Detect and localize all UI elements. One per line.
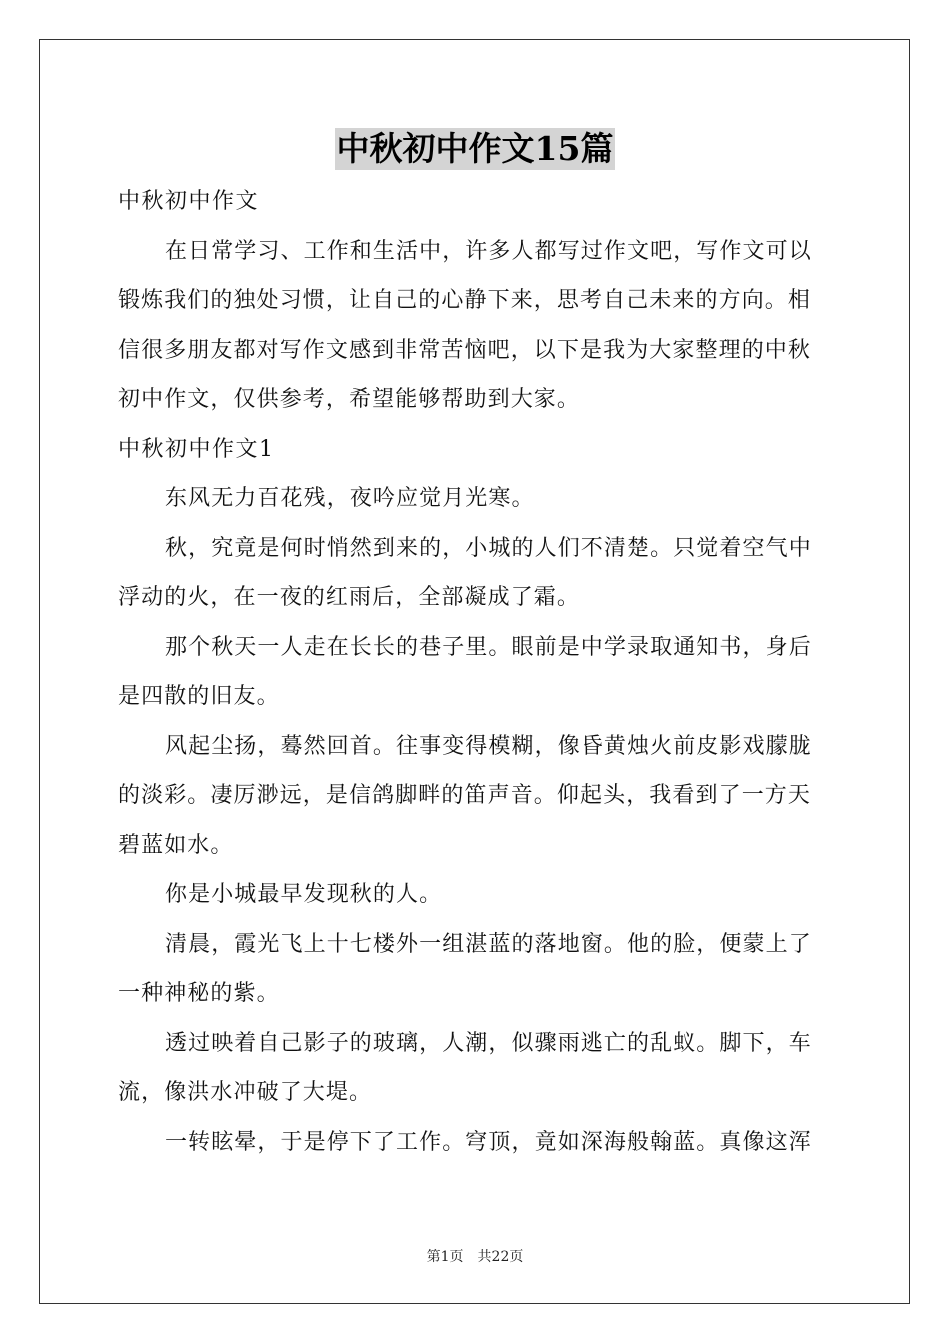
paragraph-line: 信很多朋友都对写作文感到非常苦恼吧，以下是我为大家整理的中秋 xyxy=(118,337,812,363)
paragraph-line: 的淡彩。凄厉渺远，是信鸽脚畔的笛声音。仰起头，我看到了一方天 xyxy=(118,783,812,808)
paragraph-line: 流，像洪水冲破了大堤。 xyxy=(118,1080,373,1105)
page-total: 共22页 xyxy=(477,1249,524,1265)
paragraph-line: 清晨，霞光飞上十七楼外一组湛蓝的落地窗。他的脸，便蒙上了 xyxy=(165,931,812,957)
paragraph-line: 那个秋天一人走在长长的巷子里。眼前是中学录取通知书，身后 xyxy=(165,634,812,660)
paragraph-line: 是四散的旧友。 xyxy=(118,684,280,709)
paragraph-line: 透过映着自己影子的玻璃，人潮，似骤雨逃亡的乱蚁。脚下，车 xyxy=(165,1030,812,1056)
page-number: 第1页 xyxy=(426,1249,464,1265)
paragraph-line: 秋，究竟是何时悄然到来的，小城的人们不清楚。只觉着空气中 xyxy=(165,535,812,561)
paragraph-line: 锻炼我们的独处习惯，让自己的心静下来，思考自己未来的方向。相 xyxy=(118,288,812,313)
paragraph-line: 碧蓝如水。 xyxy=(118,832,234,858)
title-container xyxy=(0,128,950,170)
paragraph-line: 浮动的火，在一夜的红雨后，全部凝成了霜。 xyxy=(118,585,581,610)
paragraph-line: 一转眩晕，于是停下了工作。穹顶，竟如深海般翰蓝。真像这浑 xyxy=(165,1129,812,1155)
document-title: 中秋初中作文15篇 xyxy=(336,129,614,168)
paragraph-line: 一种神秘的紫。 xyxy=(118,981,280,1006)
paragraph-line: 东风无力百花残，夜吟应觉月光寒。 xyxy=(165,486,535,511)
page-footer xyxy=(0,1246,950,1266)
document-body xyxy=(118,177,834,1167)
paragraph-line: 你是小城最早发现秋的人。 xyxy=(165,882,443,907)
paragraph-line: 风起尘扬，蓦然回首。往事变得模糊，像昏黄烛火前皮影戏朦胧 xyxy=(165,733,812,759)
paragraph-line: 初中作文，仅供参考，希望能够帮助到大家。 xyxy=(118,387,581,412)
section-heading: 中秋初中作文1 xyxy=(118,436,275,462)
paragraph-line: 在日常学习、工作和生活中，许多人都写过作文吧，写作文可以 xyxy=(165,238,812,264)
section-heading: 中秋初中作文 xyxy=(118,189,260,214)
